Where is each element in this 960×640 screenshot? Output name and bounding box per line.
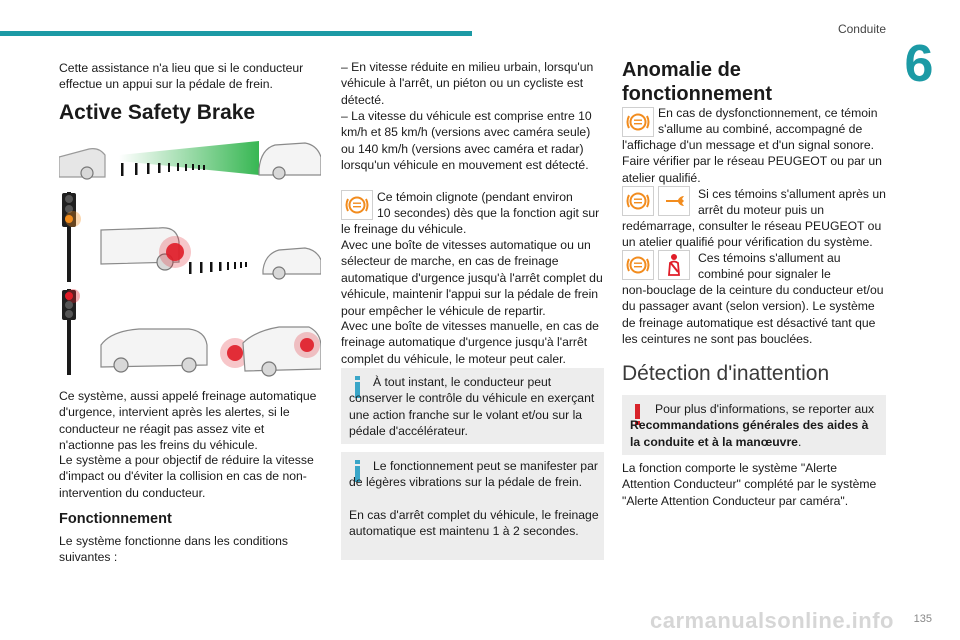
section-name: Conduite [837,22,886,36]
illustration-emergency-brake [59,190,321,285]
brake-warning-icon [622,186,654,216]
conditions-intro: Le système fonctionne dans les conditions suivantes : [59,534,288,565]
malfunction-line-3: l'affichage d'un message et d'un signal sonore. Faire vérifier par le réseau PEUGEOT ou par un atelier qualifié. [622,138,882,185]
auto-gearbox-text: Avec une boîte de vitesses automatique ou un sélecteur de marche, en cas de freinage automatique d'urgence jusqu'à l'arrêt complet du véhicule, maintenir l'appui sur la pédale de frein pour empêcher le véhicule de repartir. [341,238,603,318]
traffic-light-icon [62,289,80,375]
seatbelt-line-3: non-bouclage de la ceinture du conducteur et/ou du passager avant (selon version). Le système de freinage automatique est désactivé tant que les ceintures ne sont pas bouclées. [622,283,884,347]
chapter-number: 6 [904,35,934,93]
info-note-2-text-a: Le fonctionnement peut se manifester par de légères vibrations sur la pédale de frein. [349,459,598,490]
info-note-1 [341,368,604,444]
condition-item-1: – En vitesse réduite en milieu urbain, lorsqu'un véhicule à l'arrêt, un piéton ou un cycliste est détecté. [341,60,594,107]
subsection-title: Fonctionnement [59,511,172,527]
description-paragraph-2: Le système a pour objectif de réduire la vitesse d'impact ou d'éviter la collision en cas de non-intervention du conducteur. [59,453,314,500]
section-title: Active Safety Brake [59,101,256,124]
page-number: 135 [913,613,932,625]
warning-note-text-a: Pour plus d'informations, se reporter aux [655,402,875,416]
manual-gearbox-text: Avec une boîte de vitesses manuelle, en cas de freinage automatique d'urgence jusqu'à l'arrêt complet du véhicule, le moteur peut caler. [341,319,599,366]
inattention-title: Détection d'inattention [622,362,830,385]
warning-note-text-c: . [797,434,802,449]
seatbelt-line-2: combiné pour signaler le [698,267,831,281]
brake-warning-icon [341,190,373,220]
malfunction-title: Anomalie de fonctionnement [622,59,772,105]
watermark: carmanualsonline.info [650,608,894,633]
malfunction-line-2: s'allume au combiné, accompagné de [658,122,863,136]
restart-line-1: Si ces témoins s'allument après un [698,187,886,201]
info-note-2 [341,452,604,560]
malfunction-line-1: En cas de dysfonctionnement, ce témoin [658,106,878,120]
brake-warning-icon [622,250,654,280]
seatbelt-icon [658,250,690,280]
info-note-1-text: À tout instant, le conducteur peut conserver le contrôle du véhicule en exerçant une action franche sur le volant et/ou sur la pédale d'accélérateur. [349,375,595,439]
warning-note [622,395,886,455]
blink-text-line-2: 10 secondes) dès que la fonction agit sur [377,206,600,220]
brake-warning-icon [622,107,654,137]
description-paragraph-1: Ce système, aussi appelé freinage automatique d'urgence, intervient après les alertes, si le conducteur ne réagit pas assez vite et n'actionne pas les freins du véhicule. [59,389,317,453]
blink-text-line-1: Ce témoin clignote (pendant environ [377,190,573,204]
condition-item-2: – La vitesse du véhicule est comprise entre 10 km/h et 85 km/h (versions avec caméra seule) ou 140 km/h (versions avec caméra et radar) lorsqu'un véhicule en mouvement est détecté. [341,109,592,173]
restart-line-2: arrêt du moteur puis un [698,203,825,217]
traffic-light-icon [62,192,81,282]
blink-text-line-3: le freinage du véhicule. [341,222,467,236]
info-note-2-text-b: En cas d'arrêt complet du véhicule, le freinage automatique est maintenu 1 à 2 secondes. [349,508,599,539]
seatbelt-line-1: Ces témoins s'allument au [698,251,841,265]
wrench-icon [658,186,690,216]
warning-note-text [630,401,880,450]
intro-text: Cette assistance n'a lieu que si le conducteur effectue un appui sur la pédale de frein. [59,61,304,92]
illustration-emergency-stop [59,287,321,377]
header-accent-bar [0,31,472,36]
illustration-following-car [59,135,321,180]
warning-note-link[interactable]: Recommandations générales des aides à la conduite et à la manœuvre [630,418,869,449]
inattention-text: La fonction comporte le système "Alerte Attention Conducteur" complété par le système "Alerte Attention Conducteur par caméra". [622,461,877,508]
restart-line-3: redémarrage, consulter le réseau PEUGEOT ou un atelier qualifié pour vérification du système. [622,219,882,250]
